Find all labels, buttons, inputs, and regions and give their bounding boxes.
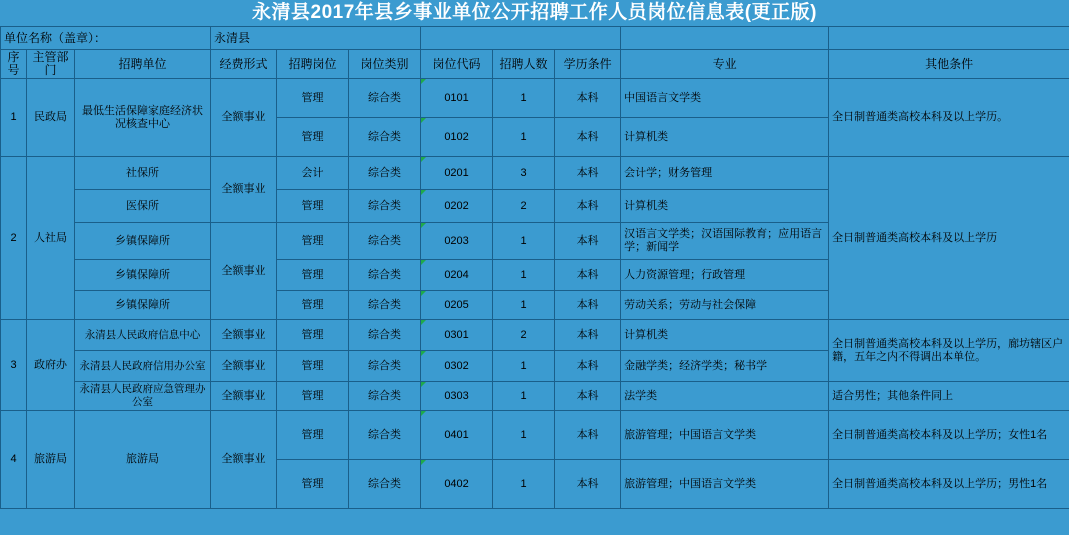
cell-other: 全日制普通类高校本科及以上学历，廊坊辖区户籍，五年之内不得调出本单位。: [829, 320, 1069, 382]
cell-funding: 全额事业: [211, 223, 277, 320]
cell-major: 旅游管理；中国语言文学类: [621, 411, 829, 460]
cell-count: 1: [493, 291, 555, 320]
header-unit: 招聘单位: [75, 50, 211, 79]
table-row: [1, 411, 1069, 460]
cell-dept: 旅游局: [27, 411, 75, 509]
cell-major: 人力资源管理；行政管理: [621, 260, 829, 291]
cell-education: 本科: [555, 320, 621, 351]
cell-unit: 乡镇保障所: [75, 260, 211, 291]
cell-major: 计算机类: [621, 190, 829, 223]
cell-category: 综合类: [349, 460, 421, 509]
cell-unit: 旅游局: [75, 411, 211, 509]
cell-code: 0102: [421, 118, 493, 157]
cell-post: 管理: [277, 118, 349, 157]
table-header-row: [1, 50, 1069, 79]
cell-post: 管理: [277, 79, 349, 118]
cell-other: 全日制普通类高校本科及以上学历: [829, 157, 1069, 320]
cell-major: 计算机类: [621, 320, 829, 351]
cell-count: 1: [493, 260, 555, 291]
cell-count: 1: [493, 460, 555, 509]
unit-row-blank-2: [621, 27, 829, 50]
header-category: 岗位类别: [349, 50, 421, 79]
cell-post: 管理: [277, 460, 349, 509]
cell-unit: 永清县人民政府信用办公室: [75, 351, 211, 382]
cell-funding: 全额事业: [211, 411, 277, 509]
cell-post: 管理: [277, 190, 349, 223]
cell-major: 法学类: [621, 382, 829, 411]
cell-no: 1: [1, 79, 27, 157]
cell-education: 本科: [555, 411, 621, 460]
cell-education: 本科: [555, 460, 621, 509]
cell-category: 综合类: [349, 320, 421, 351]
cell-other: 全日制普通类高校本科及以上学历；女性1名: [829, 411, 1069, 460]
header-education: 学历条件: [555, 50, 621, 79]
cell-major: 旅游管理；中国语言文学类: [621, 460, 829, 509]
unit-row-blank-1: [421, 27, 621, 50]
cell-no: 4: [1, 411, 27, 509]
cell-code: 0402: [421, 460, 493, 509]
cell-code: 0204: [421, 260, 493, 291]
cell-code: 0303: [421, 382, 493, 411]
cell-category: 综合类: [349, 157, 421, 190]
cell-no: 2: [1, 157, 27, 320]
cell-unit: 医保所: [75, 190, 211, 223]
cell-education: 本科: [555, 260, 621, 291]
unit-name-row: [1, 27, 1069, 50]
cell-dept: 民政局: [27, 79, 75, 157]
cell-unit: 乡镇保障所: [75, 223, 211, 260]
header-major: 专业: [621, 50, 829, 79]
cell-funding: 全额事业: [211, 79, 277, 157]
cell-funding: 全额事业: [211, 320, 277, 351]
cell-category: 综合类: [349, 79, 421, 118]
cell-post: 管理: [277, 320, 349, 351]
cell-dept: 政府办: [27, 320, 75, 411]
cell-funding: 全额事业: [211, 382, 277, 411]
cell-category: 综合类: [349, 382, 421, 411]
header-funding: 经费形式: [211, 50, 277, 79]
header-no: 序号: [1, 50, 27, 79]
cell-major: 会计学；财务管理: [621, 157, 829, 190]
header-post: 招聘岗位: [277, 50, 349, 79]
cell-education: 本科: [555, 223, 621, 260]
cell-code: 0202: [421, 190, 493, 223]
cell-category: 综合类: [349, 223, 421, 260]
cell-post: 管理: [277, 291, 349, 320]
cell-education: 本科: [555, 79, 621, 118]
cell-major: 计算机类: [621, 118, 829, 157]
table-row: [1, 382, 1069, 411]
cell-category: 综合类: [349, 291, 421, 320]
cell-post: 管理: [277, 382, 349, 411]
table-row: [1, 320, 1069, 351]
cell-major: 劳动关系；劳动与社会保障: [621, 291, 829, 320]
cell-education: 本科: [555, 351, 621, 382]
cell-code: 0301: [421, 320, 493, 351]
cell-post: 会计: [277, 157, 349, 190]
cell-code: 0201: [421, 157, 493, 190]
cell-code: 0101: [421, 79, 493, 118]
cell-dept: 人社局: [27, 157, 75, 320]
cell-code: 0401: [421, 411, 493, 460]
cell-unit: 永清县人民政府信息中心: [75, 320, 211, 351]
cell-other: 全日制普通类高校本科及以上学历；男性1名: [829, 460, 1069, 509]
cell-category: 综合类: [349, 118, 421, 157]
header-code: 岗位代码: [421, 50, 493, 79]
cell-funding: 全额事业: [211, 157, 277, 223]
cell-post: 管理: [277, 351, 349, 382]
unit-name-value: 永清县: [211, 27, 421, 50]
cell-no: 3: [1, 320, 27, 411]
cell-count: 1: [493, 411, 555, 460]
unit-name-label: 单位名称（盖章）：: [1, 27, 211, 50]
cell-major: 汉语言文学类；汉语国际教育；应用语言学；新闻学: [621, 223, 829, 260]
header-count: 招聘人数: [493, 50, 555, 79]
table-row: [1, 157, 1069, 190]
cell-category: 综合类: [349, 190, 421, 223]
cell-unit: 社保所: [75, 157, 211, 190]
cell-count: 2: [493, 320, 555, 351]
cell-unit: 永清县人民政府应急管理办公室: [75, 382, 211, 411]
cell-major: 金融学类；经济学类；秘书学: [621, 351, 829, 382]
cell-education: 本科: [555, 291, 621, 320]
cell-category: 综合类: [349, 411, 421, 460]
cell-unit: 乡镇保障所: [75, 291, 211, 320]
cell-category: 综合类: [349, 260, 421, 291]
header-dept: 主管部门: [27, 50, 75, 79]
cell-funding: 全额事业: [211, 351, 277, 382]
cell-post: 管理: [277, 260, 349, 291]
cell-count: 2: [493, 190, 555, 223]
cell-post: 管理: [277, 223, 349, 260]
cell-count: 1: [493, 79, 555, 118]
cell-count: 1: [493, 118, 555, 157]
cell-education: 本科: [555, 157, 621, 190]
cell-education: 本科: [555, 190, 621, 223]
cell-code: 0205: [421, 291, 493, 320]
cell-education: 本科: [555, 382, 621, 411]
cell-other: 适合男性；其他条件同上: [829, 382, 1069, 411]
cell-code: 0302: [421, 351, 493, 382]
page-title: 永清县2017年县乡事业单位公开招聘工作人员岗位信息表(更正版): [252, 2, 817, 23]
cell-post: 管理: [277, 411, 349, 460]
cell-count: 1: [493, 223, 555, 260]
cell-unit: 最低生活保障家庭经济状况核查中心: [75, 79, 211, 157]
table-row: [1, 79, 1069, 118]
cell-count: 1: [493, 382, 555, 411]
cell-count: 1: [493, 351, 555, 382]
cell-other: 全日制普通类高校本科及以上学历。: [829, 79, 1069, 157]
recruitment-table: [0, 26, 1069, 509]
cell-category: 综合类: [349, 351, 421, 382]
cell-major: 中国语言文学类: [621, 79, 829, 118]
cell-code: 0203: [421, 223, 493, 260]
cell-count: 3: [493, 157, 555, 190]
unit-row-blank-3: [829, 27, 1069, 50]
cell-education: 本科: [555, 118, 621, 157]
header-other: 其他条件: [829, 50, 1069, 79]
